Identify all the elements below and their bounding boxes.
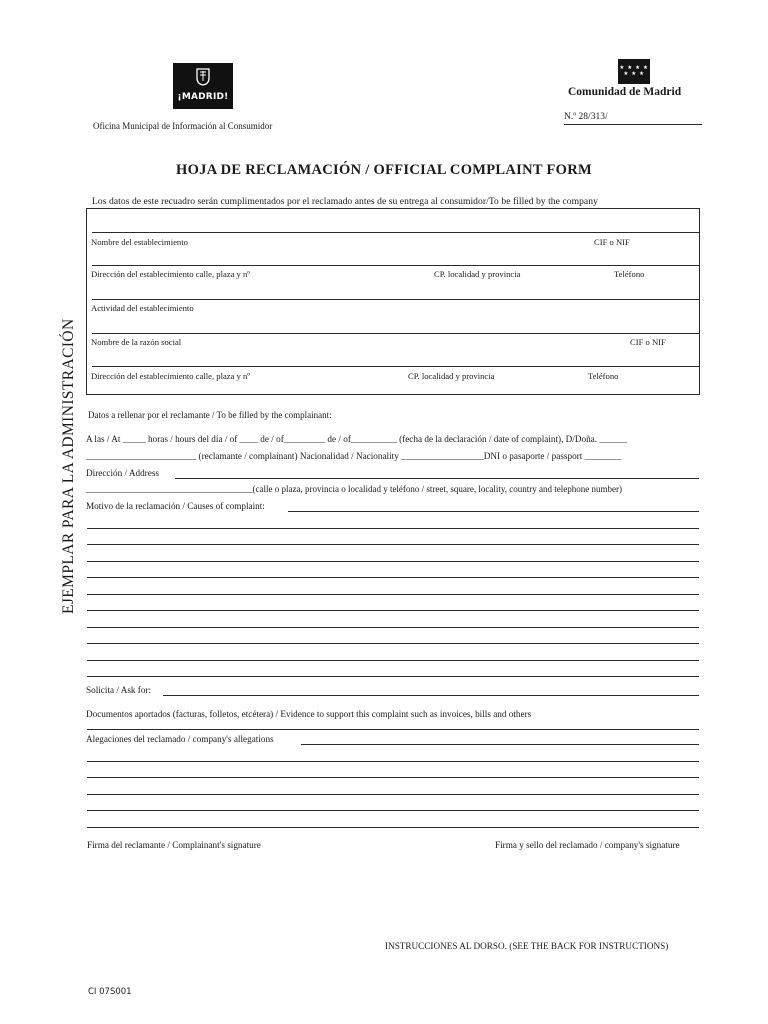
nombre-field[interactable] <box>92 232 699 233</box>
comunidad-madrid-name: Comunidad de Madrid <box>568 86 682 98</box>
madrid-crest-icon <box>196 68 210 86</box>
alegaciones-label: Alegaciones del reclamado / company's allegations <box>86 734 274 744</box>
motivo-line[interactable] <box>87 676 699 677</box>
address-label: Dirección / Address <box>86 468 159 478</box>
cif-label-2: CIF o NIF <box>630 337 666 347</box>
alegaciones-line[interactable] <box>87 761 699 762</box>
alegaciones-line[interactable] <box>87 794 699 795</box>
actividad-field[interactable] <box>92 299 699 300</box>
actividad-label: Actividad del establecimiento <box>91 303 194 313</box>
razon-social-label: Nombre de la razón social <box>91 337 182 347</box>
motivo-line[interactable] <box>87 577 699 578</box>
address-field[interactable] <box>175 478 699 479</box>
ejemplar-label: EJEMPLAR PARA LA ADMINISTRACIÓN <box>60 318 77 614</box>
motivo-line[interactable] <box>87 643 699 644</box>
intro-text: Los datos de este recuadro serán cumplimentados por el reclamado antes de su entrega al consumidor/To be filled by the company <box>92 196 598 207</box>
telefono-label: Teléfono <box>614 269 645 279</box>
instructions-note: INSTRUCCIONES AL DORSO. (SEE THE BACK FOR INSTRUCTIONS) <box>385 941 669 951</box>
alegaciones-line[interactable] <box>87 777 699 778</box>
nombre-label: Nombre del establecimiento <box>91 237 188 247</box>
comunidad-madrid-flag-icon: ★ ★ ★ ★ ★ ★ ★ <box>618 59 650 84</box>
alegaciones-field[interactable] <box>301 744 699 745</box>
cp-label: CP. localidad y provincia <box>434 269 521 279</box>
direccion-field-2[interactable] <box>92 366 699 367</box>
documentos-label: Documentos aportados (facturas, folletos, etcétera) / Evidence to support this complaint such as invoices, bills and others <box>86 709 532 719</box>
solicita-field[interactable] <box>163 695 699 696</box>
motivo-line[interactable] <box>87 544 699 545</box>
direccion-label: Dirección del establecimiento calle, plaza y nº <box>91 269 250 279</box>
documentos-field[interactable] <box>87 729 699 730</box>
direccion-label-2: Dirección del establecimiento calle, plaza y nº <box>91 371 250 381</box>
page-title: HOJA DE RECLAMACIÓN / OFFICIAL COMPLAINT FORM <box>175 162 593 178</box>
complainant-signature-label: Firma del reclamante / Complainant's signature <box>87 840 261 850</box>
motivo-label: Motivo de la reclamación / Causes of complaint: <box>86 501 265 511</box>
alegaciones-line[interactable] <box>87 827 699 828</box>
nationality-row[interactable]: ________________________ (reclamante / complainant) Nacionalidad / Nacionality __________________DNI o pasaporte / passport ________ <box>86 451 622 461</box>
razon-social-field[interactable] <box>92 333 699 334</box>
motivo-line[interactable] <box>87 627 699 628</box>
cif-label: CIF o NIF <box>594 237 630 247</box>
motivo-line[interactable] <box>87 561 699 562</box>
motivo-field[interactable] <box>288 511 699 512</box>
telefono-label-2: Teléfono <box>588 371 619 381</box>
motivo-line[interactable] <box>87 594 699 595</box>
company-signature-label: Firma y sello del reclamado / company's signature <box>495 840 680 850</box>
madrid-logo <box>173 63 233 109</box>
solicita-label: Solicita / Ask for: <box>86 685 152 695</box>
motivo-line[interactable] <box>87 528 699 529</box>
form-number: N.º 28/313/ <box>564 112 702 125</box>
motivo-line[interactable] <box>87 660 699 661</box>
motivo-line[interactable] <box>87 610 699 611</box>
direccion-field[interactable] <box>92 265 699 266</box>
complainant-heading: Datos a rellenar por el reclamante / To be filled by the complainant: <box>88 410 332 420</box>
alegaciones-line[interactable] <box>87 810 699 811</box>
date-time-row[interactable]: A las / At _____ horas / hours del día / of ____ de / of_________ de / of__________ (fecha de la declaración / date of complaint), D/Doña. ______ <box>86 434 627 444</box>
cp-label-2: CP. localidad y provincia <box>408 371 495 381</box>
address-line-2[interactable]: _____________________________________(calle o plaza, provincia o localidad y teléfono / street, square, locality, country and telephone number) <box>86 484 623 494</box>
oficina-label: Oficina Municipal de Información al Consumidor <box>93 121 273 131</box>
form-code: CI 07S001 <box>88 987 132 997</box>
madrid-logo-text: ¡MADRID! <box>177 92 229 102</box>
